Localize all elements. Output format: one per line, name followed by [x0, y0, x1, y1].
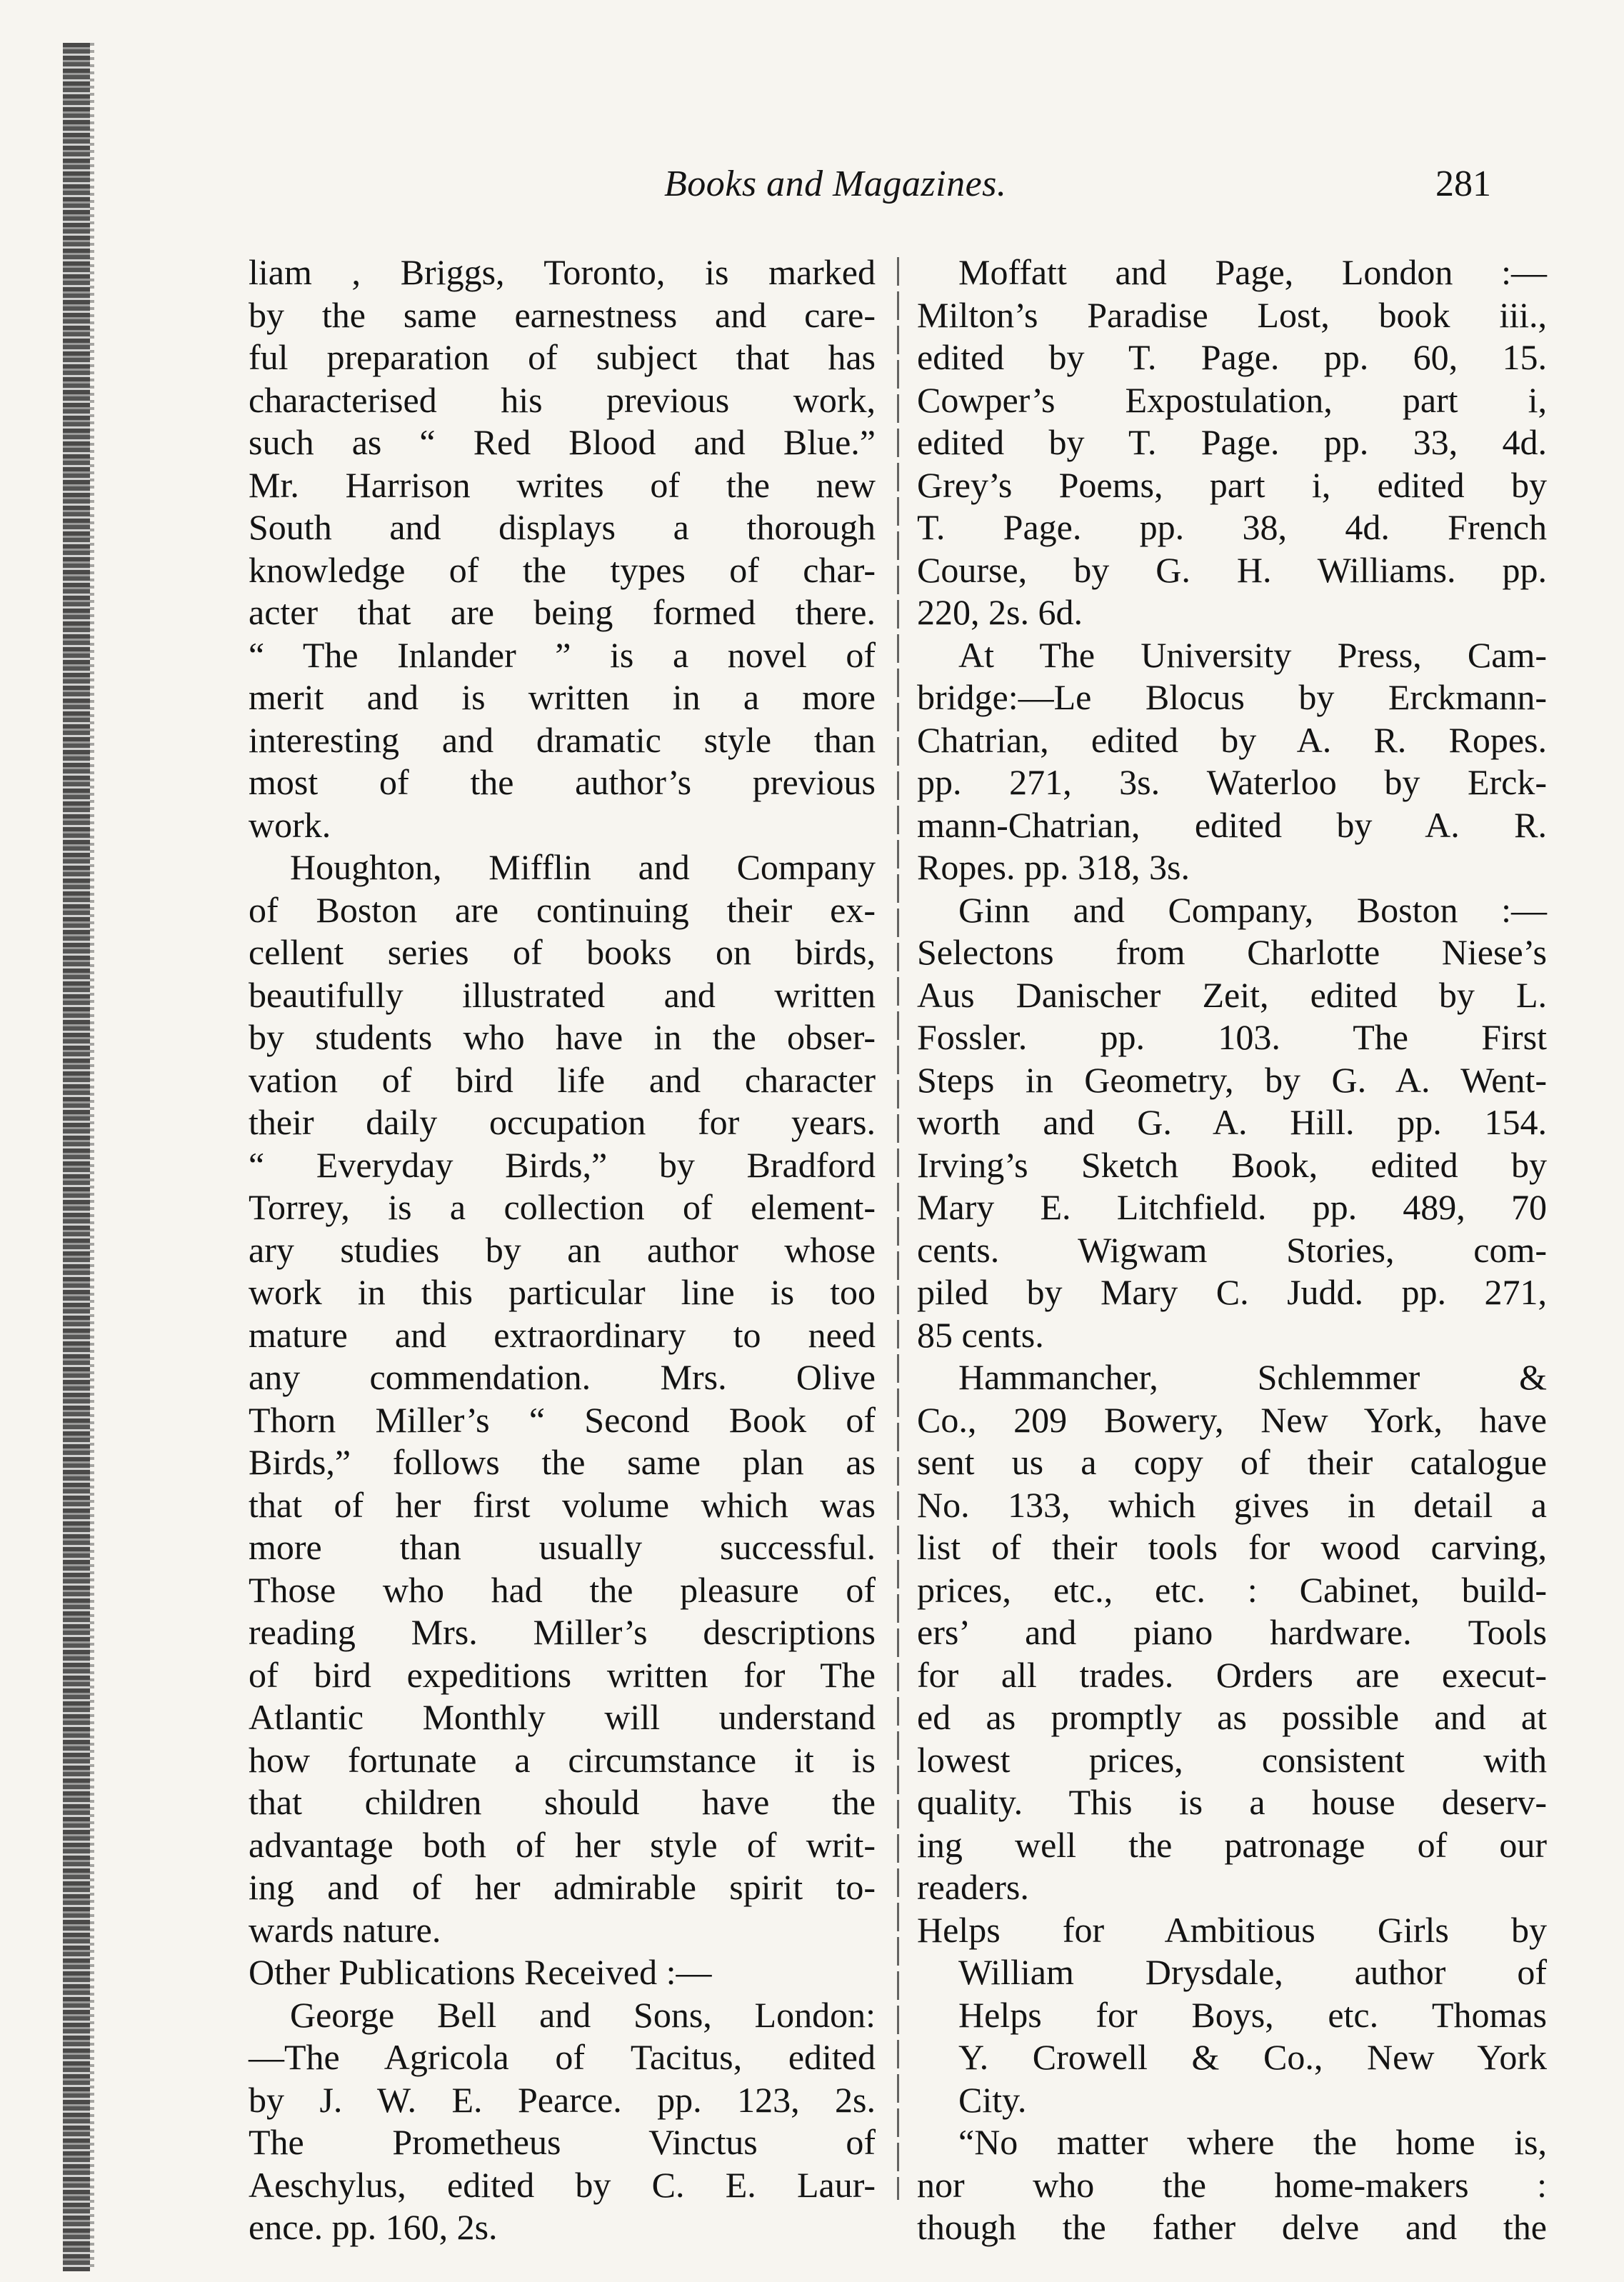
text-line: quality. This is a house deserv-: [917, 1782, 1547, 1822]
text-line: Atlantic Monthly will understand: [249, 1697, 876, 1737]
text-line: No. 133, which gives in detail a: [917, 1484, 1547, 1525]
text-line: though the father delve and the: [917, 2207, 1547, 2247]
text-line: 220, 2s. 6d.: [917, 592, 1083, 632]
column-divider: [897, 257, 899, 2200]
text-line: bridge:—Le Blocus by Erckmann-: [917, 677, 1547, 717]
text-line: “No matter where the home is,: [958, 2122, 1547, 2162]
text-line: Co., 209 Bowery, New York, have: [917, 1399, 1547, 1440]
text-line: of Boston are continuing their ex-: [249, 889, 876, 930]
text-line: 85 cents.: [917, 1314, 1044, 1355]
text-line: Chatrian, edited by A. R. Ropes.: [917, 719, 1547, 760]
text-line: Ropes. pp. 318, 3s.: [917, 847, 1190, 887]
text-line: At The University Press, Cam-: [958, 634, 1547, 675]
text-line: acter that are being formed there.: [249, 592, 876, 632]
text-line: Aus Danischer Zeit, edited by L.: [917, 974, 1547, 1015]
text-line: most of the author’s previous: [249, 762, 876, 802]
text-line: work in this particular line is too: [249, 1272, 876, 1312]
text-line: Aeschylus, edited by C. E. Laur-: [249, 2164, 876, 2205]
text-line: merit and is written in a more: [249, 677, 876, 717]
text-line: Fossler. pp. 103. The First: [917, 1017, 1547, 1057]
text-line: how fortunate a circumstance it is: [249, 1739, 876, 1780]
page-binding-edge: [63, 43, 90, 2271]
text-line: interesting and dramatic style than: [249, 719, 876, 760]
text-line: for all trades. Orders are execut-: [917, 1654, 1547, 1695]
text-line: prices, etc., etc. : Cabinet, build-: [917, 1569, 1547, 1610]
text-line: edited by T. Page. pp. 60, 15.: [917, 337, 1547, 377]
text-line: knowledge of the types of char-: [249, 549, 876, 590]
text-line: Cowper’s Expostulation, part i,: [917, 379, 1547, 420]
text-line: characterised his previous work,: [249, 379, 876, 420]
text-line: ing and of her admirable spirit to-: [249, 1867, 876, 1907]
text-line: any commendation. Mrs. Olive: [249, 1357, 876, 1397]
text-line: Torrey, is a collection of element-: [249, 1187, 876, 1227]
text-line: ence. pp. 160, 2s.: [249, 2207, 498, 2247]
text-line: cellent series of books on birds,: [249, 932, 876, 972]
text-line: by J. W. E. Pearce. pp. 123, 2s.: [249, 2079, 876, 2120]
text-line: list of their tools for wood carving,: [917, 1527, 1547, 1567]
text-line: —The Agricola of Tacitus, edited: [249, 2037, 876, 2077]
text-line: worth and G. A. Hill. pp. 154.: [917, 1102, 1547, 1142]
page-binding-shadow: [90, 43, 94, 2271]
left-column: [249, 251, 876, 2249]
text-line: vation of bird life and character: [249, 1059, 876, 1100]
text-line: South and displays a thorough: [249, 507, 876, 547]
text-line: William Drysdale, author of: [958, 1952, 1547, 1992]
text-line: ed as promptly as possible and at: [917, 1697, 1547, 1737]
text-line: Ginn and Company, Boston :—: [958, 889, 1547, 930]
text-line: Grey’s Poems, part i, edited by: [917, 464, 1547, 505]
text-line: Steps in Geometry, by G. A. Went-: [917, 1059, 1547, 1100]
text-line: Thorn Miller’s “ Second Book of: [249, 1399, 876, 1440]
text-line: mature and extraordinary to need: [249, 1314, 876, 1355]
text-line: their daily occupation for years.: [249, 1102, 876, 1142]
text-line: Milton’s Paradise Lost, book iii.,: [917, 294, 1547, 335]
text-line: nor who the home-makers :: [917, 2164, 1547, 2205]
text-line: wards nature.: [249, 1909, 441, 1950]
text-line: advantage both of her style of writ-: [249, 1824, 876, 1865]
text-line: Irving’s Sketch Book, edited by: [917, 1144, 1547, 1185]
text-line: Houghton, Mifflin and Company: [290, 847, 876, 887]
text-line: ary studies by an author whose: [249, 1229, 876, 1270]
running-title: Books and Magazines.: [664, 164, 1007, 204]
text-line: sent us a copy of their catalogue: [917, 1442, 1547, 1482]
text-line: work.: [249, 804, 331, 845]
text-line: George Bell and Sons, London:: [290, 1994, 876, 2035]
text-line: Y. Crowell & Co., New York: [958, 2037, 1547, 2077]
text-line: “ Everyday Birds,” by Bradford: [249, 1144, 876, 1185]
text-line: lowest prices, consistent with: [917, 1739, 1547, 1780]
text-line: such as “ Red Blood and Blue.”: [249, 422, 876, 462]
text-line: The Prometheus Vinctus of: [249, 2122, 876, 2162]
text-line: of bird expeditions written for The: [249, 1654, 876, 1695]
text-line: pp. 271, 3s. Waterloo by Erck-: [917, 762, 1547, 802]
text-line: Course, by G. H. Williams. pp.: [917, 549, 1547, 590]
text-line: cents. Wigwam Stories, com-: [917, 1229, 1547, 1270]
text-line: by students who have in the obser-: [249, 1017, 876, 1057]
page-number: 281: [1435, 164, 1491, 204]
text-line: Selectons from Charlotte Niese’s: [917, 932, 1547, 972]
right-column: [917, 251, 1547, 2249]
text-line: piled by Mary C. Judd. pp. 271,: [917, 1272, 1547, 1312]
text-line: beautifully illustrated and written: [249, 974, 876, 1015]
text-line: readers.: [917, 1867, 1029, 1907]
text-line: ers’ and piano hardware. Tools: [917, 1612, 1547, 1652]
text-line: Mr. Harrison writes of the new: [249, 464, 876, 505]
text-line: ful preparation of subject that has: [249, 337, 876, 377]
text-line: “ The Inlander ” is a novel of: [249, 634, 876, 675]
text-line: that of her first volume which was: [249, 1484, 876, 1525]
text-line: edited by T. Page. pp. 33, 4d.: [917, 422, 1547, 462]
text-line: Helps for Boys, etc. Thomas: [958, 1994, 1547, 2035]
text-line: liam , Briggs, Toronto, is marked: [249, 252, 876, 292]
text-line: Hammancher, Schlemmer &: [958, 1357, 1547, 1397]
text-line: Mary E. Litchfield. pp. 489, 70: [917, 1187, 1547, 1227]
text-line: Those who had the pleasure of: [249, 1569, 876, 1610]
text-line: Birds,” follows the same plan as: [249, 1442, 876, 1482]
text-line: Other Publications Received :—: [249, 1952, 712, 1992]
text-line: more than usually successful.: [249, 1527, 876, 1567]
text-line: T. Page. pp. 38, 4d. French: [917, 507, 1547, 547]
text-line: that children should have the: [249, 1782, 876, 1822]
text-line: ing well the patronage of our: [917, 1824, 1547, 1865]
text-line: City.: [958, 2079, 1027, 2120]
text-line: by the same earnestness and care-: [249, 294, 876, 335]
text-line: Moffatt and Page, London :—: [958, 252, 1547, 292]
text-line: reading Mrs. Miller’s descriptions: [249, 1612, 876, 1652]
text-line: Helps for Ambitious Girls by: [917, 1909, 1547, 1950]
text-line: mann-Chatrian, edited by A. R.: [917, 804, 1547, 845]
